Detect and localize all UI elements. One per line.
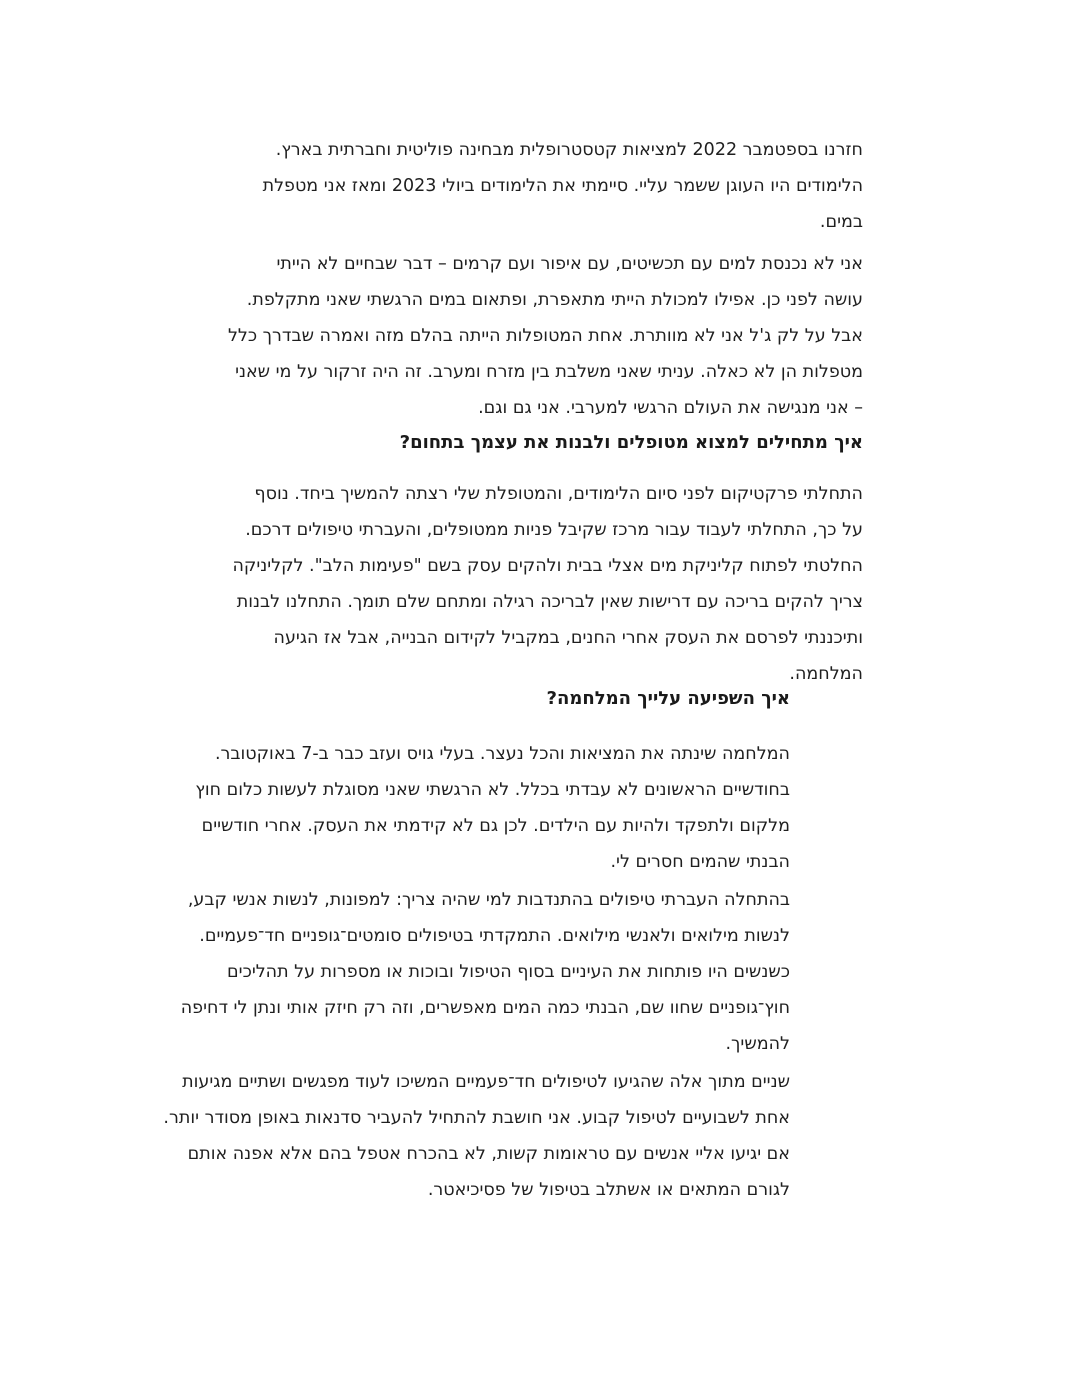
paragraph-line: הבנתי שהמים חסרים לי.	[610, 852, 790, 872]
section-heading-war-impact: איך השפיעה עלייך המלחמה?	[546, 688, 790, 709]
paragraph-line: המלחמה שינתה את המציאות והכל נעצר. בעלי גויס ועזב כבר ב-7 באוקטובר.	[214, 744, 790, 764]
paragraph-line: כשנשים היו פותחות את העיניים בסוף הטיפול ובוכות או מספרות על תהליכים	[227, 962, 790, 982]
paragraph-practicum	[232, 476, 863, 692]
paragraph-jewelry	[227, 246, 863, 426]
paragraph-volunteering	[180, 882, 790, 1062]
paragraph-line: בחודשיים הראשונים לא עבדתי בכלל. לא הרגשתי שאני מסוגלת לעשות כלום חוץ	[195, 780, 790, 800]
paragraph-line: מטפלות הן לא כאלה. עניתי שאני משלבת בין מזרח ומערב. זה היה זרקור על מי שאני	[235, 362, 863, 382]
paragraph-line: מלקום ולתפקד ולהיות עם הילדים. לכן גם לא קידמתי את העסק. אחרי חודשיים	[201, 816, 790, 836]
paragraph-line: במים.	[819, 212, 863, 232]
paragraph-line: אחת לשבועיים לטיפול קבוע. אני חושבת להתחיל להעביר סדנאות באופן מסודר יותר.	[163, 1108, 790, 1128]
paragraph-line: ותיכננתי לפרסם את העסק אחרי החנים, במקביל לקידום הבנייה, אבל אז הגיעה	[273, 628, 863, 648]
paragraph-line: – אני מנגישה את העולם הרגשי למערבי. אני גם וגם.	[478, 398, 863, 418]
paragraph-line: אבל על לק ג'ל אני לא מוותרת. אחת המטופלות הייתה בהלם מזה ואמרה שבדרך כלל	[227, 326, 863, 346]
paragraph-line: שניים מתוך אלה שהגיעו לטיפולים חד־פעמיים המשיכו לעוד מפגשים ושתיים מגיעות	[182, 1072, 790, 1092]
paragraph-line: בהתחלה העברתי טיפולים בהתנדבות למי שהיה צריך: למפונות, לנשות אנשי קבע,	[187, 890, 790, 910]
paragraph-war	[195, 736, 790, 880]
paragraph-line: אני לא נכנסת למים עם תכשיטים, עם איפור ועם קרמים – דבר שבחיים לא הייתי	[276, 254, 863, 274]
paragraph-line: לגורם המתאים או אשתלב בטיפול של פסיכיאטר.	[427, 1180, 790, 1200]
paragraph-line: על כך, התחלתי לעבוד עבור מרכז שקיבל פניות ממטופלים, והעברתי טיפולים דרכם.	[245, 520, 863, 540]
paragraph-line: חוץ־גופניים שחוו שם, הבנתי כמה המים מאפשרים, וזה רק חיזק אותי ונתן לי דחיפה	[180, 998, 790, 1018]
paragraph-line: אם יגיעו אליי אנשים עם טראומות קשות, לא בהכרח אטפל בהם אלא אפנה אותם	[187, 1144, 790, 1164]
paragraph-line: התחלתי פרקטיקום לפני סיום הלימודים, והמטופלת שלי רצתה להמשיך ביחד. נוסף	[254, 484, 863, 504]
paragraph-line: החלטתי לפתוח קליניקת מים אצלי בבית ולהקים עסק בשם "פעימות הלב". לקליניקה	[232, 556, 863, 576]
paragraph-intro	[243, 132, 863, 240]
paragraph-line: המלחמה.	[789, 664, 863, 684]
section-heading-getting-started: איך מתחילים למצוא מטופלים ולבנות את עצמך בתחום?	[399, 432, 863, 453]
paragraph-line: חזרנו בספטמבר 2022 למציאות קטסטרופלית מבחינה פוליטית וחברתית בארץ.	[275, 140, 863, 160]
paragraph-line: לנשות מילואים ולאנשי מילואים. התמקדתי בטיפולים סומטים־גופניים חד־פעמיים.	[199, 926, 790, 946]
paragraph-line: עושה לפני כן. אפילו למכולת הייתי מתאפרת, ופתאום במים הרגשתי שאני מתקלפת.	[246, 290, 863, 310]
paragraph-line: הלימודים היו העוגן ששמר עליי. סיימתי את הלימודים ביולי 2023 ומאז אני מטפלת	[262, 176, 863, 196]
paragraph-ongoing-treatment	[163, 1064, 790, 1208]
paragraph-line: להמשיך.	[725, 1034, 790, 1054]
paragraph-line: צריך להקים בריכה עם דרישות שאין לבריכה רגילה ומתחם שלם תומך. התחלנו לבנות	[236, 592, 863, 612]
